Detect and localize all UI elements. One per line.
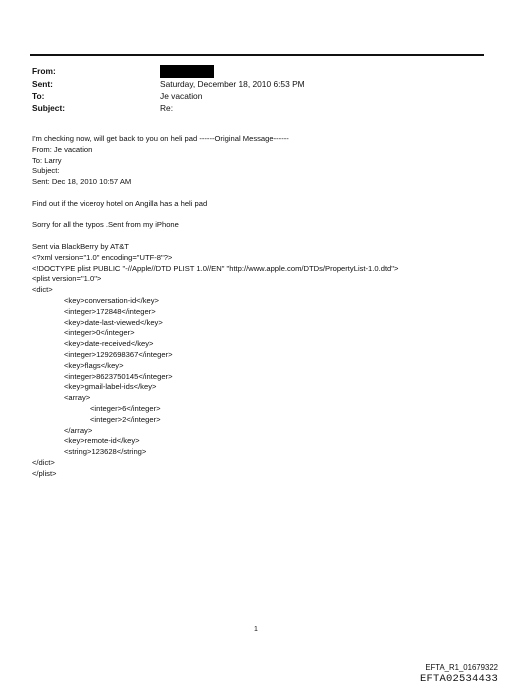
plist-line: <key>date-received</key> [64,339,154,349]
plist-block [32,253,492,480]
page-number: 1 [254,626,258,633]
plist-line: <integer>0</integer> [64,328,135,338]
plist-line: <integer>2</integer> [90,414,161,424]
email-body [32,134,492,480]
sent-label: Sent: [32,79,53,89]
plist-line: <key>gmail-label-ids</key> [64,382,157,392]
plist-line: <integer>8623750145</integer> [64,371,173,381]
redacted-sender [160,65,214,78]
plist-line: <key>conversation-id</key> [64,295,159,305]
plist-line: <integer>172848</integer> [64,306,156,316]
original-to: To: Larry [32,155,62,165]
plist-line: <!DOCTYPE plist PUBLIC "-//Apple//DTD PLIST 1.0//EN" "http://www.apple.com/DTDs/PropertyList-1.0.dtd"> [32,263,399,273]
original-subject: Subject: [32,166,60,176]
plist-line: <integer>6</integer> [90,403,161,413]
question-line: Find out if the viceroy hotel on Angilla has a heli pad [32,198,208,208]
plist-line: <key>remote-id</key> [64,436,140,446]
subject-label: Subject: [32,103,66,113]
bates-number-1: EFTA_R1_01679322 [425,663,498,672]
plist-line: <array> [64,393,91,403]
plist-line: <key>flags</key> [64,360,124,370]
plist-line: <string>123628</string> [64,447,147,457]
plist-line: </array> [64,425,93,435]
sent-value: Saturday, December 18, 2010 6:53 PM [160,79,305,89]
reply-line: I'm checking now, will get back to you on heli pad ------Original Message------ [32,134,289,143]
plist-line: <?xml version="1.0" encoding="UTF-8"?> [32,252,173,262]
sorry-line: Sorry for all the typos .Sent from my iPhone [32,220,179,230]
plist-line: </plist> [32,468,57,478]
to-label: To: [32,91,45,101]
from-label: From: [32,66,56,76]
plist-line: <key>date-last-viewed</key> [64,317,163,327]
original-sent: Sent: Dec 18, 2010 10:57 AM [32,177,132,187]
subject-value: Re: [160,103,174,113]
bates-number-2: EFTA02534433 [419,673,498,685]
plist-line: <plist version="1.0"> [32,274,102,284]
to-value: Je vacation [160,91,203,101]
plist-line: </dict> [32,457,55,467]
original-from: From: Je vacation [32,144,93,154]
header-rule [30,54,484,56]
sent-via-line: Sent via BlackBerry by AT&T [32,241,129,251]
plist-line: <integer>1292698367</integer> [64,349,173,359]
plist-line: <dict> [32,285,53,295]
